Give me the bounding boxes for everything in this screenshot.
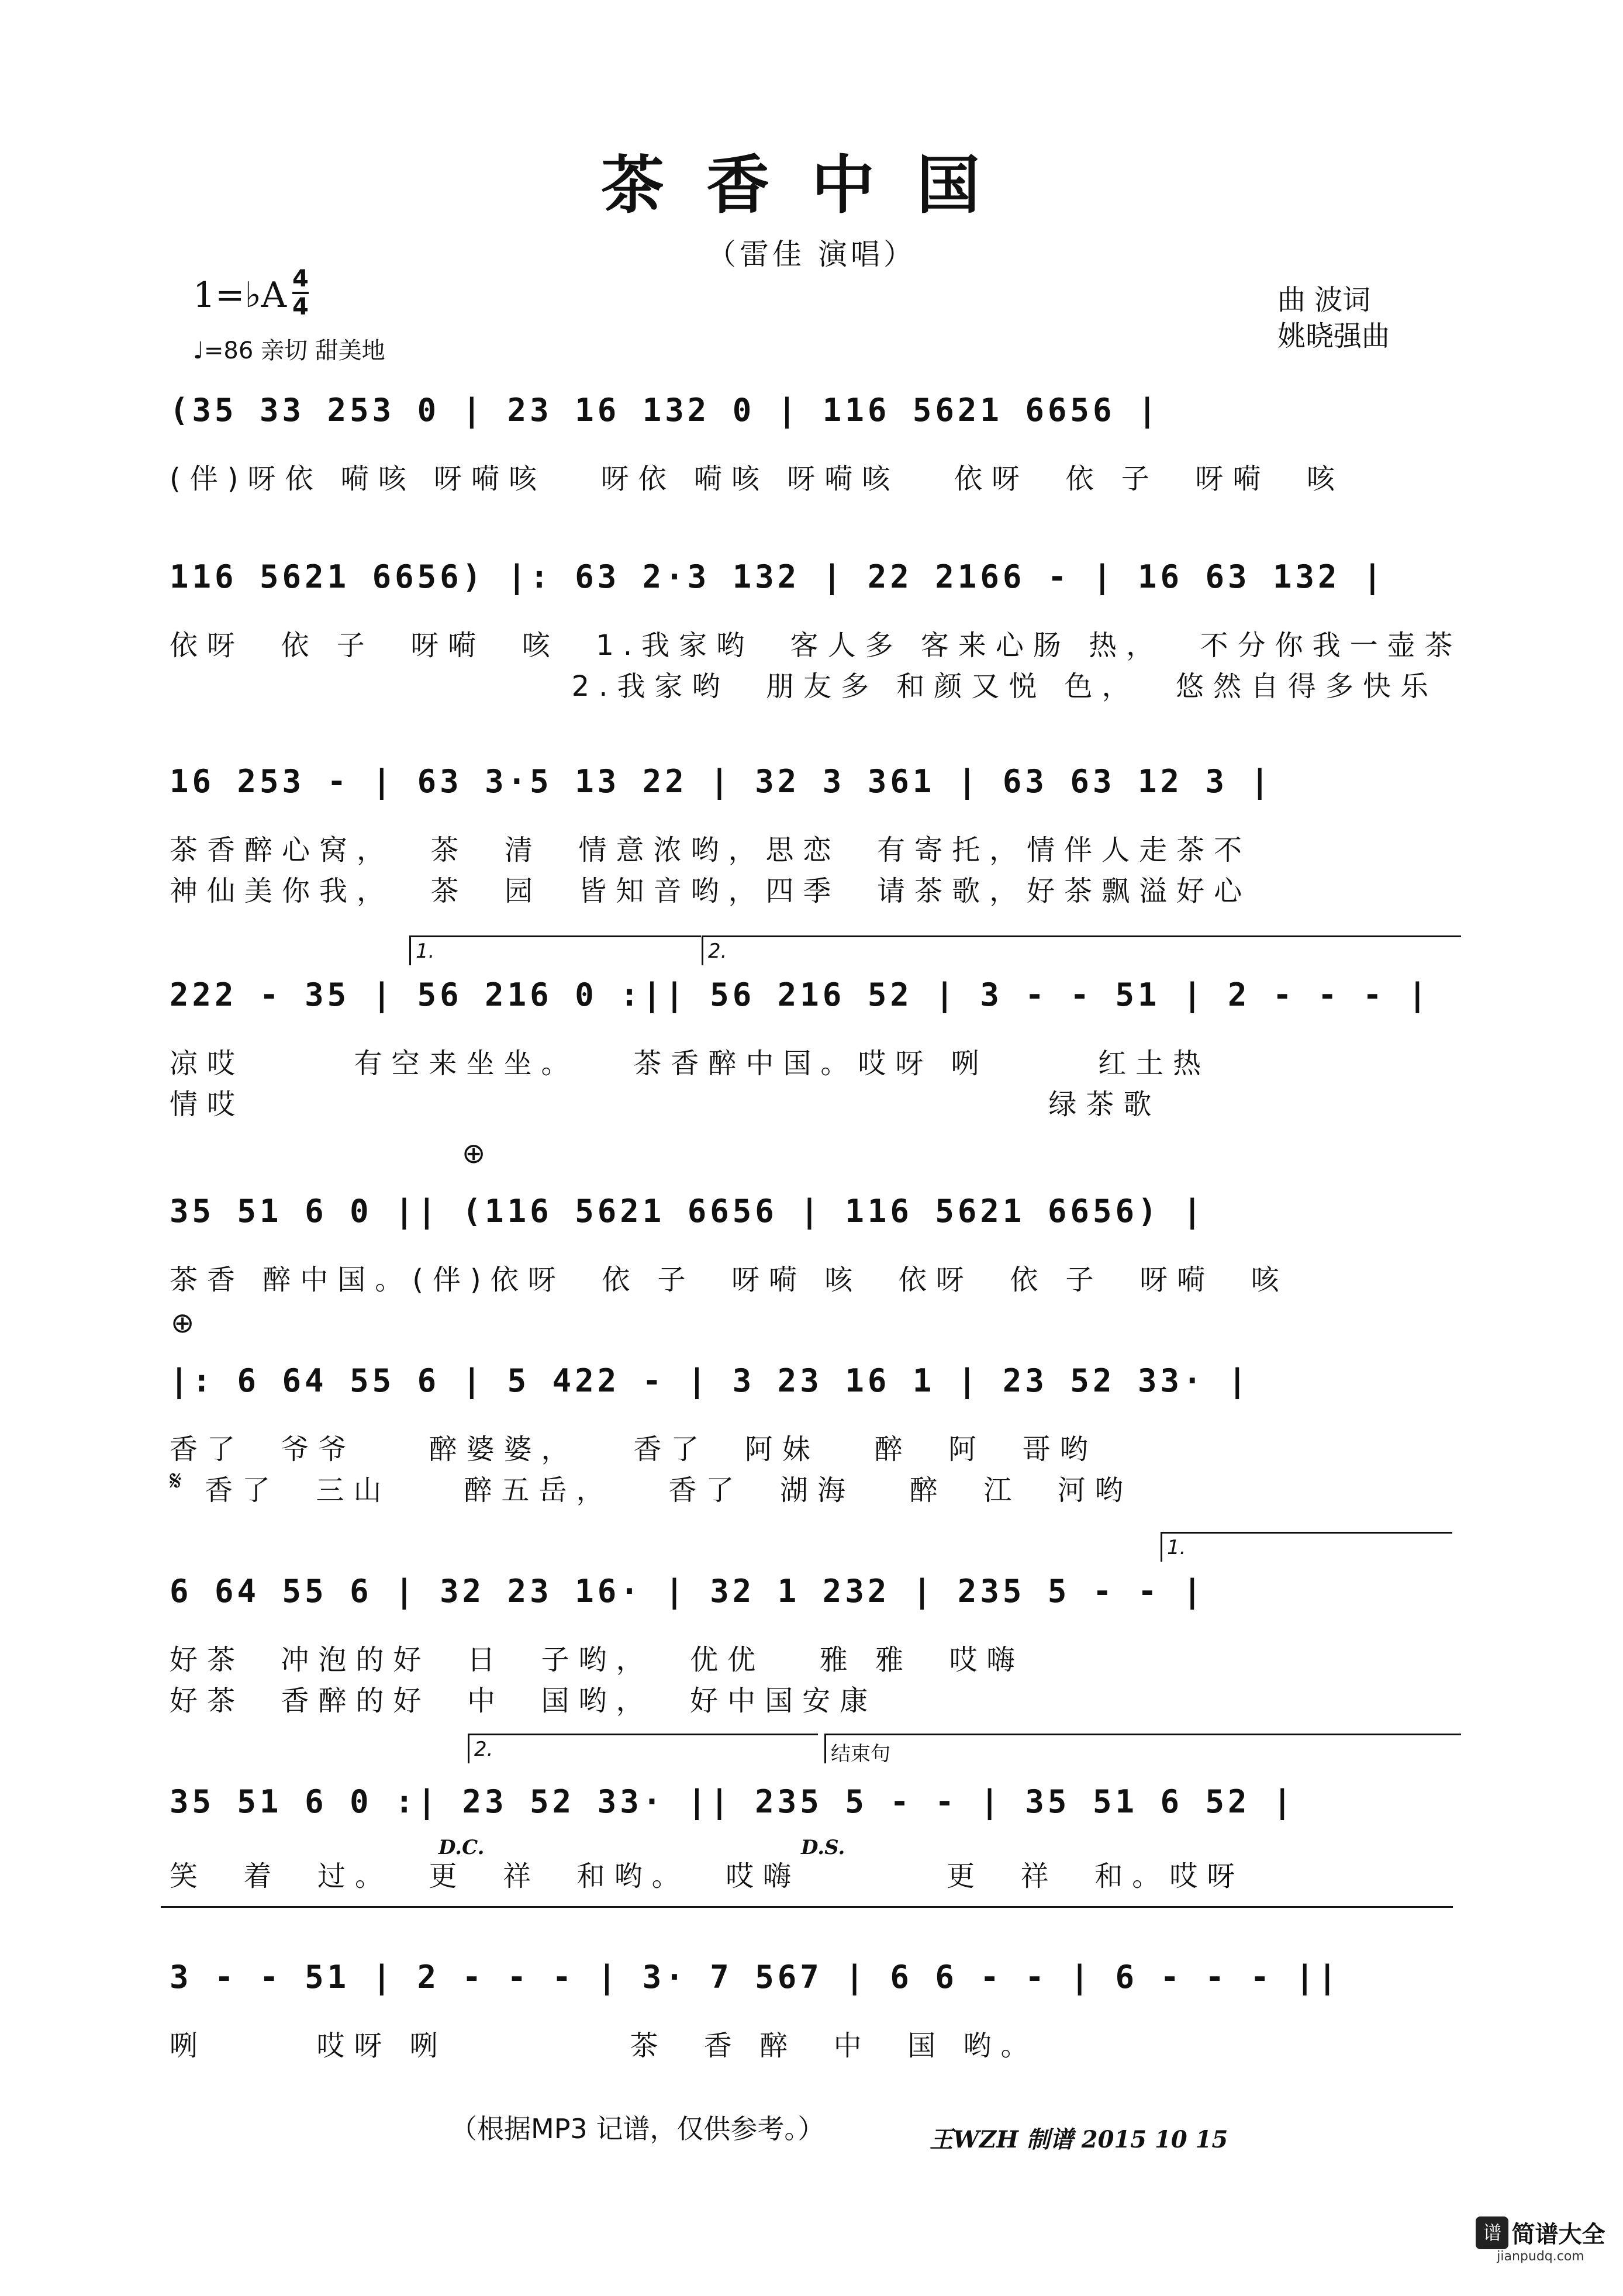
system-9 (170, 1953, 1456, 2070)
system-2 (170, 553, 1462, 705)
lyrics-line: 好茶 香醉的好 中 国哟， 好中国安康 (170, 1684, 878, 1717)
notes-line: 35 51 6 0 :| 23 52 33· || 235 5 - - | 35 51 6 52 | (170, 1783, 1296, 1820)
notes-line: 3 - - 51 | 2 - - - | 3· 7 567 | 6 6 - - | 6 - - - || (170, 1959, 1341, 1995)
lyrics-line: 凉哎 有空来坐坐。 茶香醉中国。哎呀 咧 红土热 (170, 1047, 1211, 1080)
lyrics-line: 香了 三山 醉五岳， 香了 湖海 醉 江 河哟 (205, 1474, 1132, 1507)
ending-label: 结束句 (824, 1734, 1461, 1763)
watermark-url: jianpudq.com (1497, 2249, 1584, 2264)
music-icon: 谱 (1476, 2216, 1508, 2249)
tempo-marking: ♩=86 亲切 甜美地 (193, 337, 385, 364)
key-signature: 1=♭A (193, 275, 287, 316)
lyrics-line: 情哎 绿茶歌 (170, 1088, 1161, 1121)
system-3 (170, 757, 1456, 909)
lyrics-line: 神仙美你我， 茶 园 皆知音哟，四季 请茶歌，好茶飘溢好心 (170, 875, 1252, 907)
lyrics-line: 依呀 依 子 呀嗬 咳 1.我家哟 客人多 客来心肠 热， 不分你我一壶茶 (170, 629, 1462, 662)
volta-second-2: 2. (468, 1734, 818, 1763)
coda-sign: ⊕ (462, 1137, 486, 1170)
volta-first: 1. (409, 935, 701, 965)
composer: 姚晓强曲 (1277, 320, 1390, 353)
lyrics-line: (伴)呀依 嗬咳 呀嗬咳 呀依 嗬咳 呀嗬咳 依呀 依 子 呀嗬 咳 (170, 462, 1344, 495)
notes-line: 35 51 6 0 || (116 5621 6656 | 116 5621 6656) | (170, 1193, 1206, 1230)
volta-first-2: 1. (1161, 1532, 1452, 1562)
credits (1277, 282, 1390, 354)
volta-second: 2. (702, 935, 1461, 965)
notes-line: 6 64 55 6 | 32 23 16· | 32 1 232 | 235 5 - - | (170, 1573, 1206, 1610)
system-6 (170, 1356, 1456, 1508)
system-1 (170, 386, 1456, 503)
site-watermark (1473, 2216, 1608, 2264)
lyrics-line: 好茶 冲泡的好 日 子哟， 优优 雅 雅 哎嗨 (170, 1644, 1024, 1676)
notes-line: |: 6 64 55 6 | 5 422 - | 3 23 16 1 | 23 52 33· | (170, 1362, 1251, 1399)
time-bottom: 4 (292, 292, 309, 320)
lyrics-line: 2.我家哟 朋友多 和颜又悦 色， 悠然自得多快乐 (170, 670, 1438, 703)
dc-mark: D.C. (438, 1836, 485, 1859)
divider-line (161, 1906, 1453, 1908)
segno-sign: 𝄋 (170, 1465, 182, 1497)
system-4 (170, 971, 1456, 1123)
lyrics-line: 茶香醉心窝， 茶 清 情意浓哟，思恋 有寄托，情伴人走茶不 (170, 834, 1252, 866)
ds-mark: D.S. (801, 1836, 845, 1859)
lyrics-line: 笑 着 过。 更 祥 和哟。 哎嗨 更 祥 和。哎呀 (170, 1860, 1245, 1893)
lyrics-line: 香了 爷爷 醉婆婆， 香了 阿妹 醉 阿 哥哟 (170, 1433, 1097, 1466)
lyrics-line: 咧 哎呀 咧 茶 香 醉 中 国 哟。 (170, 2029, 1038, 2062)
notes-line: 16 253 - | 63 3·5 13 22 | 32 3 361 | 63 63 12 3 | (170, 763, 1273, 800)
system-5 (170, 1187, 1456, 1304)
time-top: 4 (292, 265, 309, 292)
transcriber-signature: 王WZH 制谱 2015 10 15 (930, 2126, 1228, 2153)
transcription-note: （根据MP3 记谱，仅供参考。） (450, 2113, 825, 2145)
lyricist: 曲 波词 (1277, 284, 1371, 316)
page-title: 茶香中国 (600, 149, 1022, 222)
watermark-text: 简谱大全 (1511, 2221, 1605, 2248)
system-7 (170, 1567, 1456, 1719)
system-8 (170, 1777, 1456, 1894)
notes-line: (35 33 253 0 | 23 16 132 0 | 116 5621 6656 | (170, 392, 1161, 429)
notes-line: 222 - 35 | 56 216 0 :|| 56 216 52 | 3 - - 51 | 2 - - - | (170, 976, 1431, 1013)
notes-line: 116 5621 6656) |: 63 2·3 132 | 22 2166 - | 16 63 132 | (170, 558, 1386, 595)
performer-subtitle: （雷佳 演唱） (707, 237, 916, 271)
coda-sign-2: ⊕ (171, 1307, 195, 1339)
time-signature (292, 266, 309, 320)
lyrics-line: 茶香 醉中国。(伴)依呀 依 子 呀嗬 咳 依呀 依 子 呀嗬 咳 (170, 1263, 1289, 1296)
